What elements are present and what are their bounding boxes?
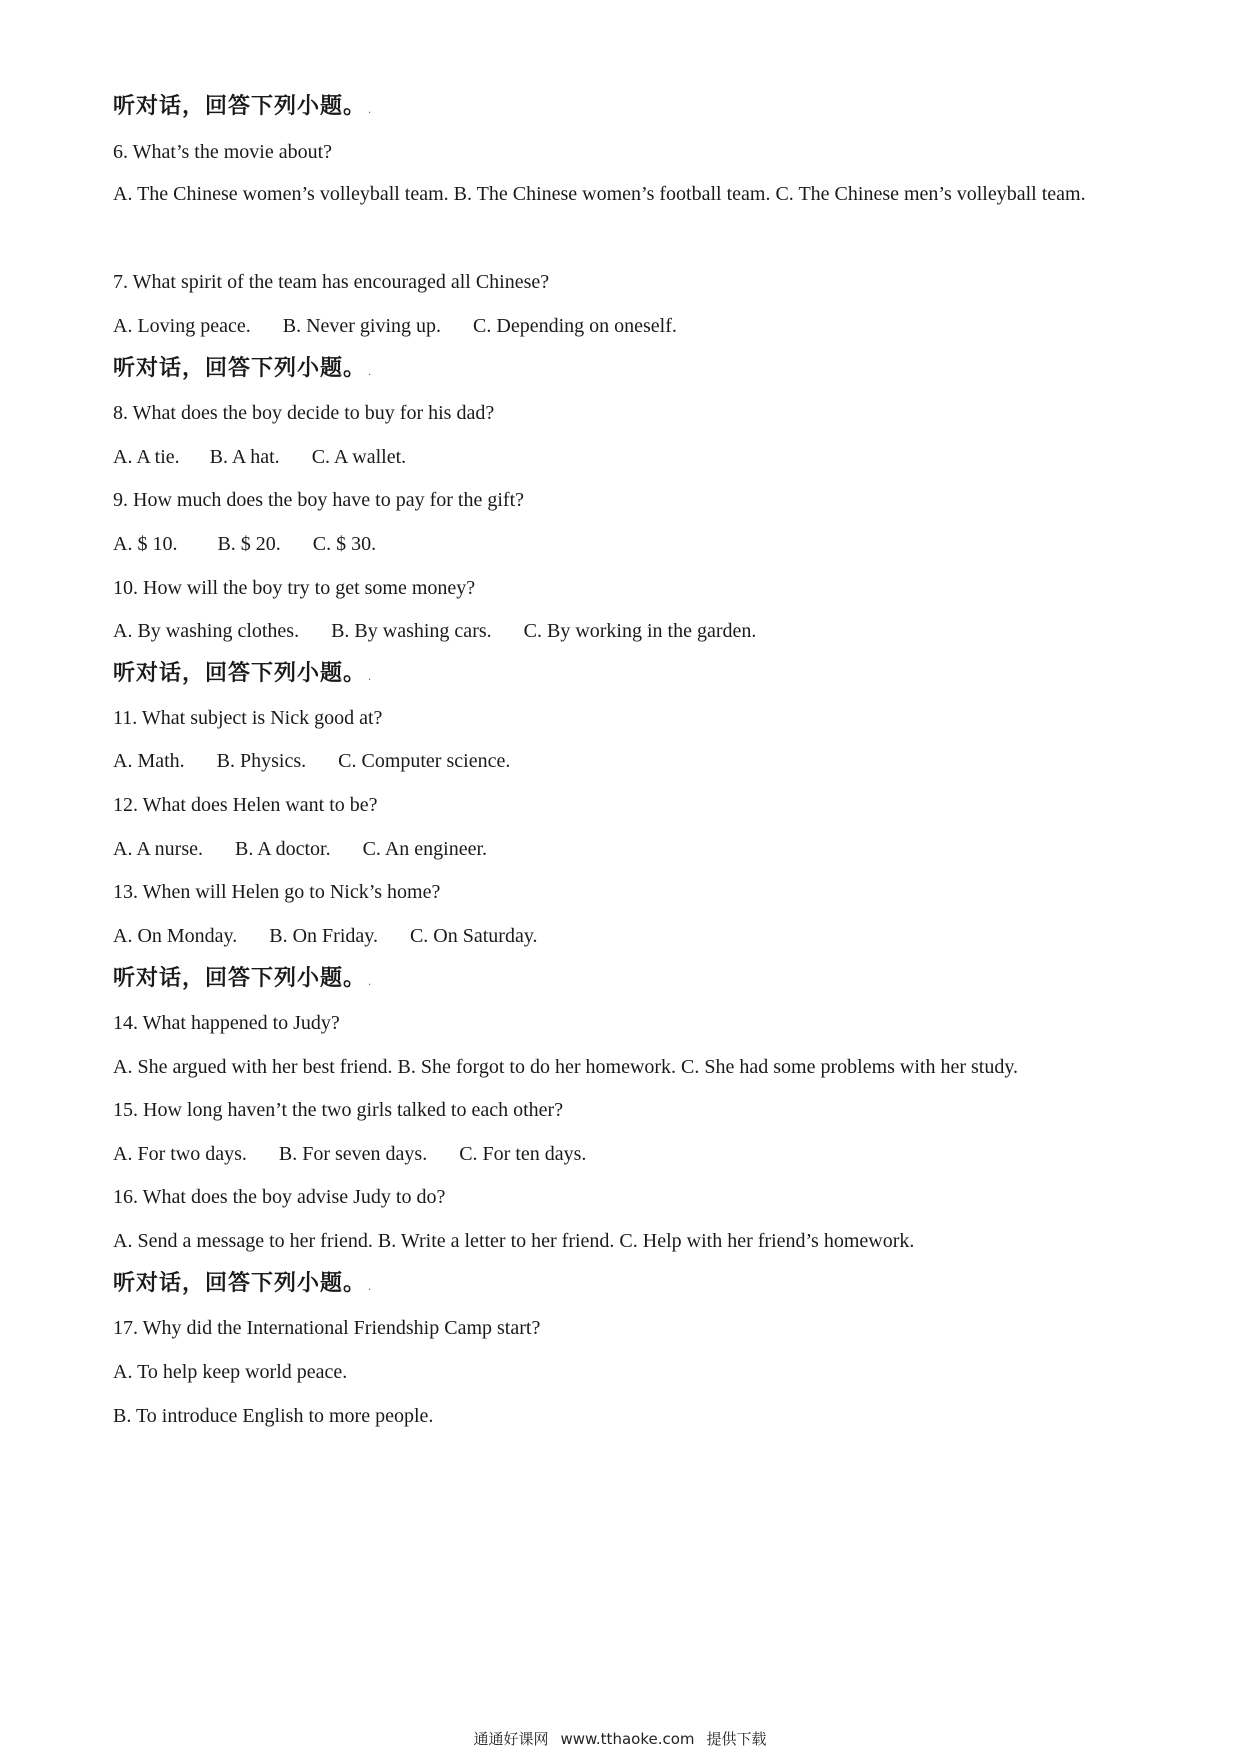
section-heading-mark: . <box>368 105 373 116</box>
option-b: B. Never giving up. <box>282 315 442 337</box>
question-9: 9. How much does the boy have to pay for the gift? <box>113 489 525 511</box>
section-heading-mark: . <box>368 367 373 378</box>
question-8-options <box>113 445 1180 469</box>
question-15-options <box>113 1142 1180 1166</box>
section-heading-mark: . <box>368 977 373 988</box>
question-6: 6. What’s the movie about? <box>113 141 333 163</box>
question-17-option-b: B. To introduce English to more people. <box>113 1405 434 1427</box>
footer-url[interactable]: www.tthaoke.com <box>560 1730 695 1748</box>
option-a: A. Math. <box>113 750 185 772</box>
question-17-option-a: A. To help keep world peace. <box>113 1361 348 1383</box>
option-b: B. By washing cars. <box>331 620 492 642</box>
question-10-options <box>113 619 1180 643</box>
section-heading <box>113 357 1180 385</box>
option-c: C. Computer science. <box>338 750 511 772</box>
question-13: 13. When will Helen go to Nick’s home? <box>113 881 441 903</box>
section-heading-text: 听对话，回答下列小题。 <box>113 966 367 991</box>
section-heading-text: 听对话，回答下列小题。 <box>113 661 367 686</box>
question-8: 8. What does the boy decide to buy for his dad? <box>113 402 495 424</box>
option-a: A. On Monday. <box>113 925 238 947</box>
question-14: 14. What happened to Judy? <box>113 1012 340 1034</box>
question-7: 7. What spirit of the team has encouraged all Chinese? <box>113 271 550 293</box>
option-b: B. On Friday. <box>269 925 378 947</box>
option-b: B. A hat. <box>209 446 280 468</box>
question-9-options <box>113 532 1180 556</box>
question-7-options <box>113 314 1180 338</box>
question-10: 10. How will the boy try to get some money? <box>113 577 476 599</box>
section-heading <box>113 1272 1180 1300</box>
question-14-options: A. She argued with her best friend. B. She forgot to do her homework. C. She had some problems with her study. <box>113 1056 1019 1078</box>
option-b: B. A doctor. <box>235 838 331 860</box>
option-c: C. A wallet. <box>311 446 407 468</box>
option-c: C. Depending on oneself. <box>473 315 677 337</box>
footer-note: 提供下载 <box>706 1730 767 1748</box>
question-13-options <box>113 924 1180 948</box>
section-heading-mark: . <box>368 672 373 683</box>
option-c: C. An engineer. <box>362 838 488 860</box>
question-16-options: A. Send a message to her friend. B. Write a letter to her friend. C. Help with her friend’s homework. <box>113 1230 915 1252</box>
question-6-options: A. The Chinese women’s volleyball team. B. The Chinese women’s football team. C. The Chinese men’s volleyball team. <box>113 183 1086 205</box>
question-11-options <box>113 749 1180 773</box>
option-c: C. For ten days. <box>459 1143 587 1165</box>
section-heading <box>113 967 1180 995</box>
footer-site-name: 通通好课网 <box>473 1730 549 1748</box>
option-a: A. A nurse. <box>113 838 203 860</box>
option-c: C. On Saturday. <box>409 925 538 947</box>
question-16: 16. What does the boy advise Judy to do? <box>113 1186 446 1208</box>
section-heading-mark: . <box>368 1282 373 1293</box>
question-12-options <box>113 837 1180 861</box>
section-heading-text: 听对话，回答下列小题。 <box>113 356 367 381</box>
option-c: C. By working in the garden. <box>523 620 757 642</box>
question-17: 17. Why did the International Friendship Camp start? <box>113 1317 541 1339</box>
option-a: A. By washing clothes. <box>113 620 300 642</box>
question-15: 15. How long haven’t the two girls talked to each other? <box>113 1099 564 1121</box>
question-11: 11. What subject is Nick good at? <box>113 707 383 729</box>
section-heading-text: 听对话，回答下列小题。 <box>113 1271 367 1296</box>
option-c: C. $ 30. <box>312 533 377 555</box>
section-heading-text: 听对话，回答下列小题。 <box>113 94 367 119</box>
option-b: B. $ 20. <box>217 533 281 555</box>
option-b: B. Physics. <box>216 750 307 772</box>
page-footer <box>0 1728 1240 1749</box>
section-heading <box>113 95 1180 123</box>
option-a: A. Loving peace. <box>113 315 251 337</box>
option-a: A. $ 10. <box>113 533 178 555</box>
option-a: A. For two days. <box>113 1143 247 1165</box>
option-b: B. For seven days. <box>278 1143 428 1165</box>
option-a: A. A tie. <box>113 446 180 468</box>
section-heading <box>113 662 1180 690</box>
question-12: 12. What does Helen want to be? <box>113 794 378 816</box>
